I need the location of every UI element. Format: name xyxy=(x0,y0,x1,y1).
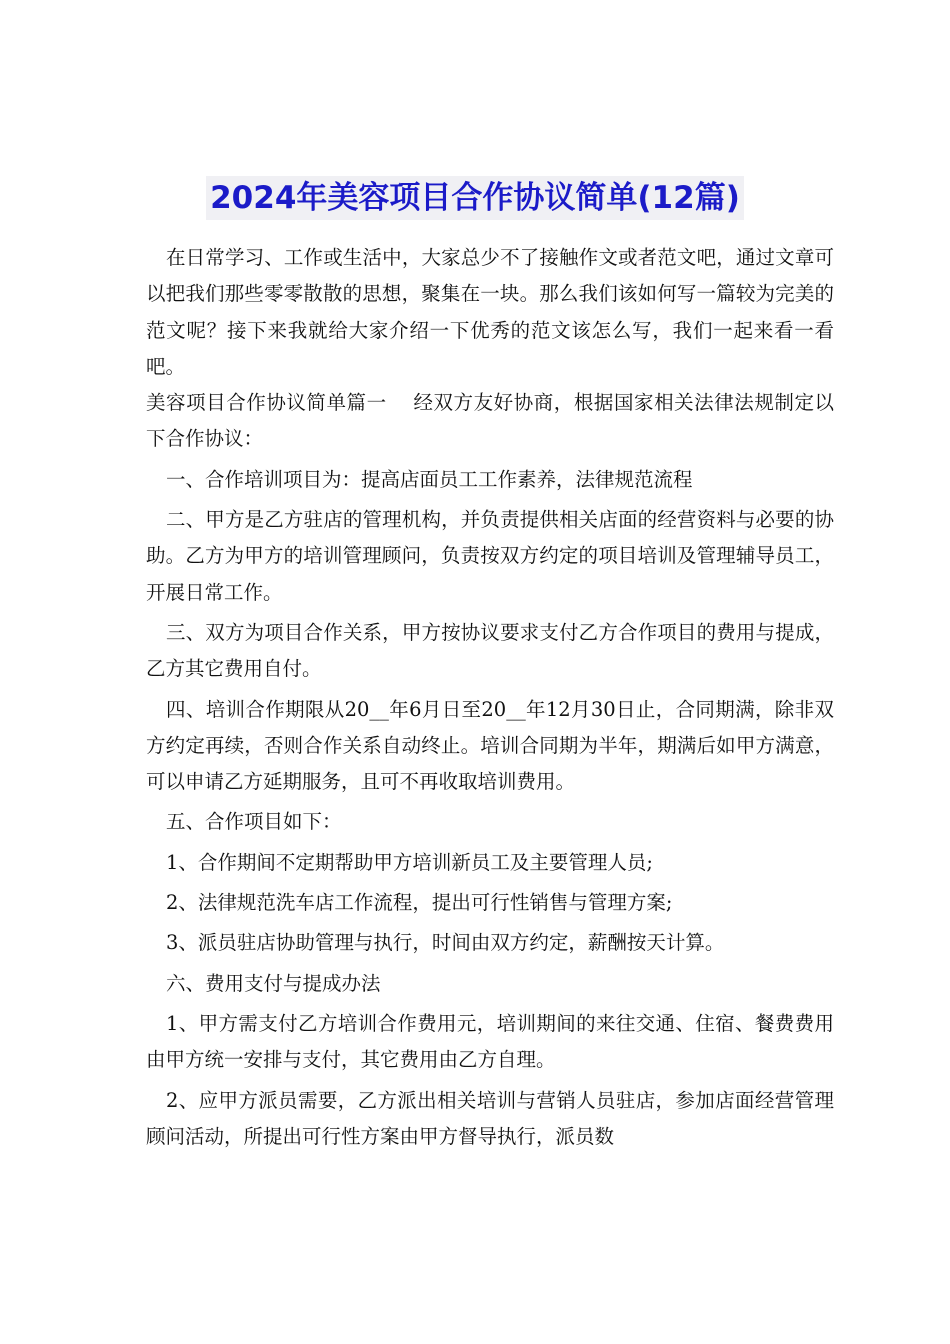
document-body xyxy=(146,240,834,1155)
paragraph-item-6-1: 1、甲方需支付乙方培训合作费用元，培训期间的来往交通、住宿、餐费费用由甲方统一安排与支付，其它费用由乙方自理。 xyxy=(146,1011,834,1072)
paragraph-item-6-2: 2、应甲方派员需要，乙方派出相关培训与营销人员驻店，参加店面经营管理顾问活动，所提出可行性方案由甲方督导执行，派员数 xyxy=(146,1088,834,1148)
paragraph-clause-5: 五、合作项目如下： xyxy=(166,810,342,834)
title-container xyxy=(0,176,950,220)
paragraph-item-5-1: 1、合作期间不定期帮助甲方培训新员工及主要管理人员; xyxy=(166,850,653,874)
paragraph-clause-4: 四、培训合作期限从20__年6月日至20__年12月30日止，合同期满，除非双方约定再续，否则合作关系自动终止。培训合同期为半年，期满后如甲方满意，可以申请乙方延期服务，且可不再收取培训费用。 xyxy=(146,697,834,794)
paragraph-intro: 在日常学习、工作或生活中，大家总少不了接触作文或者范文吧，通过文章可以把我们那些零零散散的思想，聚集在一块。那么我们该如何写一篇较为完美的范文呢？接下来我就给大家介绍一下优秀的范文该怎么写，我们一起来看一看吧。 xyxy=(146,246,834,378)
paragraph-clause-6: 六、费用支付与提成办法 xyxy=(166,971,381,995)
paragraph-item-5-2: 2、法律规范洗车店工作流程，提出可行性销售与管理方案; xyxy=(166,891,673,915)
paragraph-heading-part-one: 美容项目合作协议简单篇一 经双方友好协商，根据国家相关法律法规制定以下合作协议： xyxy=(146,391,834,451)
paragraph-item-5-3: 3、派员驻店协助管理与执行，时间由双方约定，薪酬按天计算。 xyxy=(166,931,725,955)
paragraph-clause-1: 一、合作培训项目为：提高店面员工工作素养，法律规范流程 xyxy=(166,467,693,491)
paragraph-clause-3: 三、双方为项目合作关系，甲方按协议要求支付乙方合作项目的费用与提成，乙方其它费用自付。 xyxy=(146,620,834,681)
paragraph-clause-2: 二、甲方是乙方驻店的管理机构，并负责提供相关店面的经营资料与必要的协助。乙方为甲方的培训管理顾问，负责按双方约定的项目培训及管理辅导员工，开展日常工作。 xyxy=(146,508,834,604)
document-title: 2024年美容项目合作协议简单(12篇) xyxy=(206,176,744,220)
